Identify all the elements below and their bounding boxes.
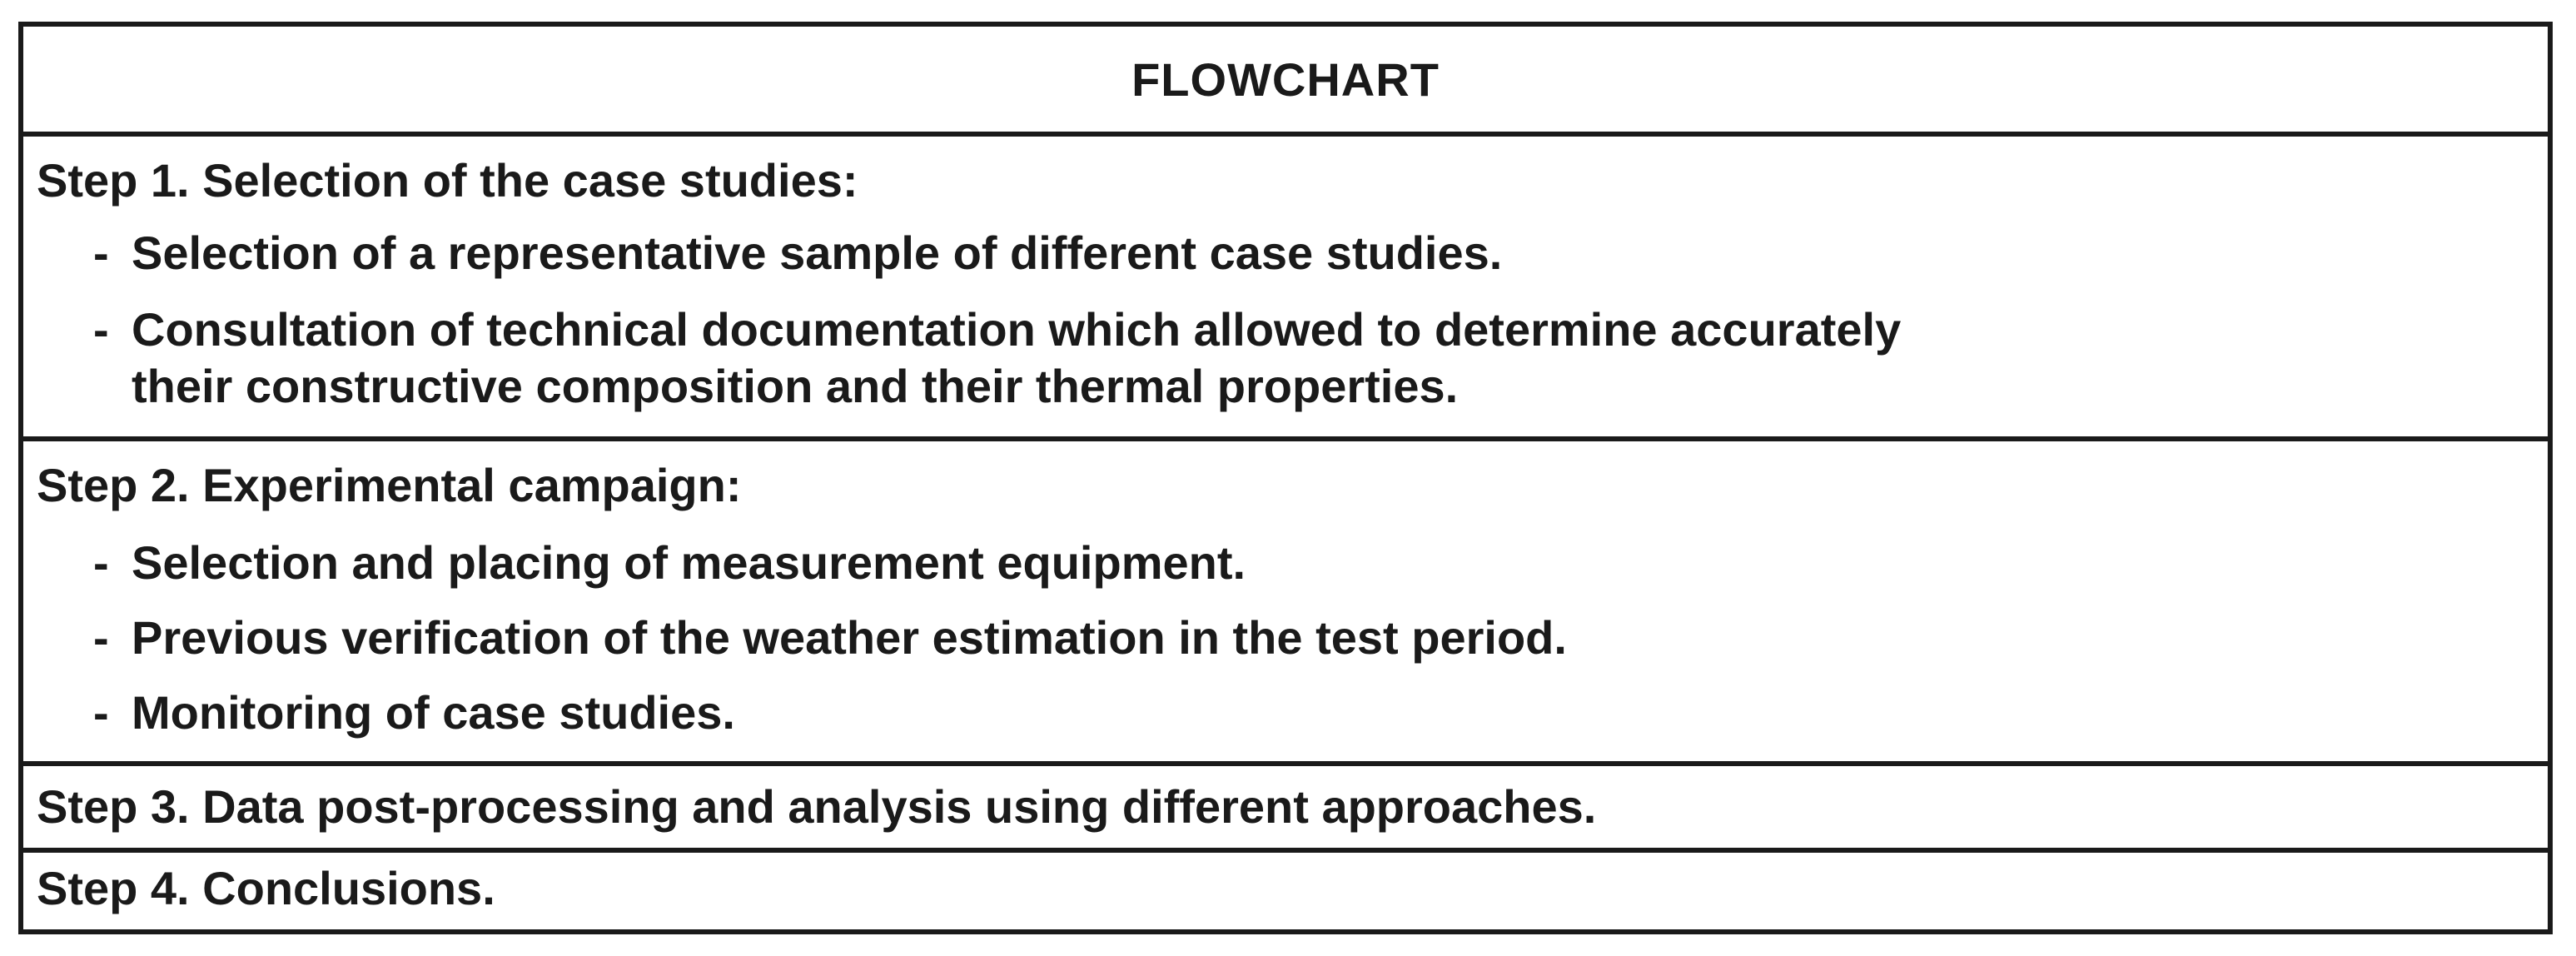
step-1-item-2-continuation: their constructive composition and their thermal properties. (132, 360, 1459, 412)
step-1-item-2-text: Consultation of technical documentation which allowed to determine accurately (132, 303, 1902, 356)
flowchart-title-cell (23, 27, 2548, 137)
step-1-item-1 (93, 225, 1503, 281)
step-2-item-3-text: Monitoring of case studies. (132, 686, 735, 739)
step-1-heading: Step 1. Selection of the case studies: (37, 154, 858, 207)
step-4-heading: Step 4. Conclusions. (37, 862, 495, 914)
step-3-heading: Step 3. Data post-processing and analysis using different approaches. (37, 780, 1597, 833)
step-2-item-1-dash: - (93, 536, 109, 589)
step-1-item-1-dash: - (93, 227, 109, 279)
step-2-heading: Step 2. Experimental campaign: (37, 459, 742, 511)
step-2-cell (23, 441, 2548, 766)
step-2-item-2-text: Previous verification of the weather estimation in the test period. (132, 611, 1567, 664)
flowchart-title: FLOWCHART (1131, 52, 1440, 106)
flowchart-table (18, 22, 2553, 934)
step-2-item-3-dash: - (93, 686, 109, 739)
step-2-item-2-dash: - (93, 611, 109, 664)
step-2-item-2 (93, 610, 1567, 666)
step-1-item-1-text: Selection of a representative sample of different case studies. (132, 227, 1503, 279)
step-1-item-2 (93, 301, 1902, 415)
step-3-cell (23, 766, 2548, 853)
step-2-item-1 (93, 535, 1246, 591)
step-2-item-3 (93, 685, 735, 741)
step-2-item-1-text: Selection and placing of measurement equipment. (132, 536, 1246, 589)
step-1-item-2-dash: - (93, 303, 109, 356)
step-1-cell (23, 137, 2548, 441)
step-4-cell (23, 853, 2548, 929)
